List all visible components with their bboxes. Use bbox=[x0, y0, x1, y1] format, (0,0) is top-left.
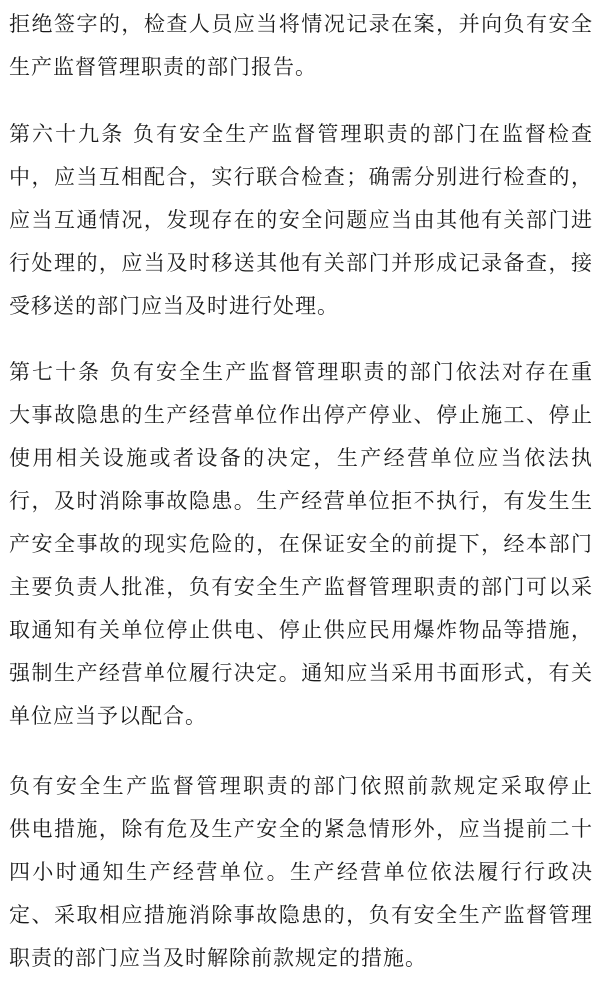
paragraph-power-cut-notice bbox=[9, 765, 593, 980]
text-line: 定、采取相应措施消除事故隐患的，负有安全生产监督管理 bbox=[9, 903, 593, 927]
text-line: 第六十九条 负有安全生产监督管理职责的部门在监督检查 bbox=[9, 122, 593, 146]
text-line: 强制生产经营单位履行决定。通知应当采用书面形式，有关 bbox=[9, 661, 593, 685]
text-line: 四小时通知生产经营单位。生产经营单位依法履行行政决 bbox=[9, 860, 593, 884]
text-line: 供电措施，除有危及生产安全的紧急情形外，应当提前二十 bbox=[9, 817, 593, 841]
text-line: 负有安全生产监督管理职责的部门依照前款规定采取停止 bbox=[9, 774, 593, 798]
paragraph-article-70 bbox=[9, 351, 593, 738]
paragraph-article-69 bbox=[9, 113, 593, 328]
text-line: 取通知有关单位停止供电、停止供应民用爆炸物品等措施， bbox=[9, 618, 593, 642]
text-line: 产安全事故的现实危险的，在保证安全的前提下，经本部门 bbox=[9, 532, 593, 556]
text-line: 主要负责人批准，负有安全生产监督管理职责的部门可以采 bbox=[9, 575, 593, 599]
text-line: 应当互通情况，发现存在的安全问题应当由其他有关部门进 bbox=[9, 208, 593, 232]
text-line: 拒绝签字的，检查人员应当将情况记录在案，并向负有安全 bbox=[9, 12, 593, 36]
text-line: 生产监督管理职责的部门报告。 bbox=[9, 55, 317, 79]
text-line: 受移送的部门应当及时进行处理。 bbox=[9, 294, 339, 318]
paragraph-report bbox=[9, 3, 593, 89]
text-line: 行，及时消除事故隐患。生产经营单位拒不执行，有发生生 bbox=[9, 489, 593, 513]
text-line: 单位应当予以配合。 bbox=[9, 704, 207, 728]
text-line: 职责的部门应当及时解除前款规定的措施。 bbox=[9, 946, 427, 970]
text-line: 使用相关设施或者设备的决定，生产经营单位应当依法执 bbox=[9, 446, 593, 470]
text-line: 中，应当互相配合，实行联合检查；确需分别进行检查的， bbox=[9, 165, 593, 189]
text-line: 第七十条 负有安全生产监督管理职责的部门依法对存在重 bbox=[9, 360, 593, 384]
text-line: 大事故隐患的生产经营单位作出停产停业、停止施工、停止 bbox=[9, 403, 593, 427]
text-line: 行处理的，应当及时移送其他有关部门并形成记录备查，接 bbox=[9, 251, 593, 275]
